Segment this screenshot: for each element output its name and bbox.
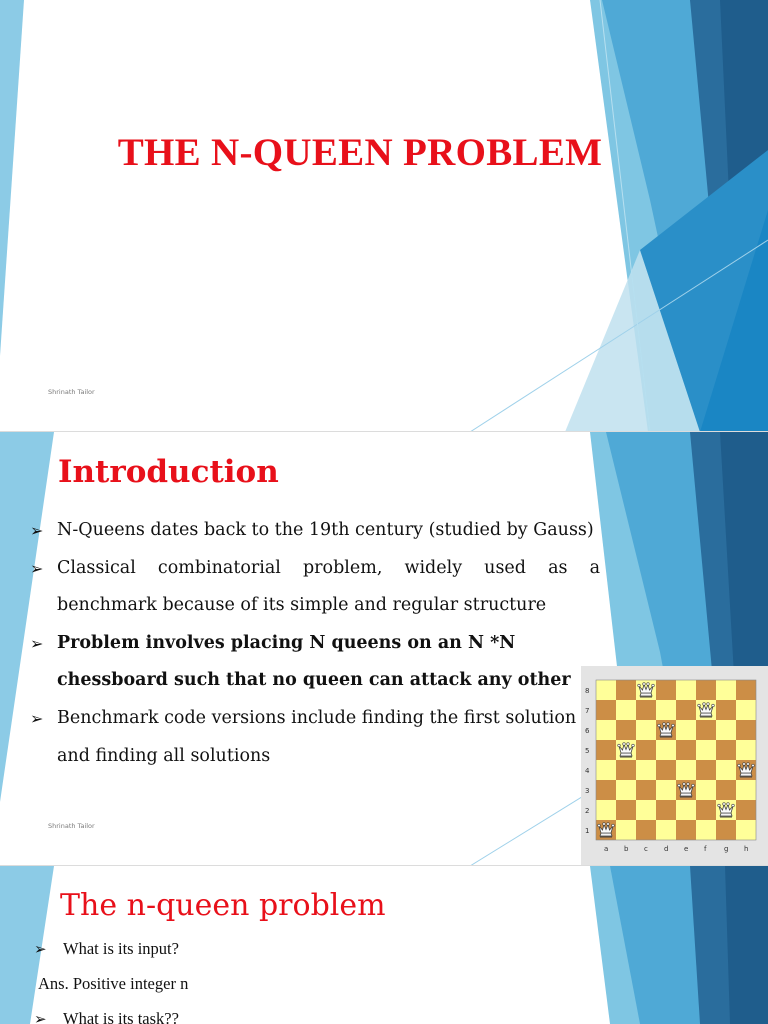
- list-item: ➢ Problem involves placing N queens on an N *N chessboard such that no queen can attack any other: [30, 625, 577, 700]
- board-square: [616, 820, 636, 840]
- list-item: ➢ What is its input?: [34, 936, 574, 971]
- board-square: [616, 760, 636, 780]
- board-square: [596, 680, 616, 700]
- problem-slide: [0, 866, 768, 1024]
- board-square: [676, 700, 696, 720]
- board-square: [656, 680, 676, 700]
- board-square: [616, 800, 636, 820]
- board-square: [716, 720, 736, 740]
- board-square: [736, 800, 756, 820]
- file-label: g: [724, 845, 729, 853]
- rank-label: 8: [585, 687, 590, 695]
- board-square: [736, 740, 756, 760]
- board-square: [616, 720, 636, 740]
- title-slide: [0, 0, 768, 432]
- board-square: [716, 780, 736, 800]
- board-square: [716, 820, 736, 840]
- board-square: [716, 700, 736, 720]
- chessboard: [581, 666, 768, 866]
- board-square: [656, 780, 676, 800]
- rank-label: 4: [585, 767, 590, 775]
- rank-label: 6: [585, 727, 590, 735]
- file-label: f: [704, 845, 707, 853]
- list-item: ➢ What is its task??: [34, 1006, 574, 1024]
- board-square: [736, 780, 756, 800]
- board-square: [656, 740, 676, 760]
- rank-label: 2: [585, 807, 590, 815]
- arrow-bullet-icon: ➢: [30, 708, 44, 728]
- board-square: [676, 720, 696, 740]
- answer-line: Ans. Positive integer n: [38, 974, 189, 993]
- board-square: [616, 780, 636, 800]
- slide1-decoration: [0, 0, 768, 432]
- board-square: [596, 800, 616, 820]
- board-square: [676, 680, 696, 700]
- board-square: [736, 680, 756, 700]
- board-square: [596, 780, 616, 800]
- rank-label: 5: [585, 747, 590, 755]
- arrow-bullet-icon: ➢: [34, 940, 47, 958]
- slide-title: THE N-QUEEN PROBLEM: [117, 131, 603, 174]
- file-label: a: [604, 845, 609, 853]
- list-item: ➢ Benchmark code versions include finding the first solution and finding all solutions: [30, 700, 577, 775]
- board-square: [696, 720, 716, 740]
- board-square: [676, 800, 696, 820]
- slide-heading: Introduction: [58, 454, 279, 490]
- board-square: [656, 700, 676, 720]
- board-square: [736, 820, 756, 840]
- board-square: [736, 720, 756, 740]
- file-label: c: [644, 845, 648, 853]
- board-square: [596, 760, 616, 780]
- board-square: [676, 820, 696, 840]
- rank-label: 3: [585, 787, 590, 795]
- board-square: [656, 820, 676, 840]
- arrow-bullet-icon: ➢: [30, 633, 44, 653]
- slide-heading: The n-queen problem: [60, 888, 386, 923]
- board-square: [636, 760, 656, 780]
- board-square: [636, 700, 656, 720]
- list-item: ➢ N-Queens dates back to the 19th century (studied by Gauss): [30, 512, 600, 550]
- board-square: [636, 720, 656, 740]
- board-square: [696, 820, 716, 840]
- slide-footer: Shrinath Tailor: [48, 388, 95, 396]
- introduction-slide: [0, 432, 768, 866]
- arrow-bullet-icon: ➢: [34, 1010, 47, 1024]
- board-square: [676, 760, 696, 780]
- file-label: b: [624, 845, 629, 853]
- board-square: [736, 700, 756, 720]
- board-square: [696, 740, 716, 760]
- board-square: [696, 780, 716, 800]
- board-square: [656, 760, 676, 780]
- file-label: h: [744, 845, 749, 853]
- file-label: e: [684, 845, 689, 853]
- board-square: [616, 680, 636, 700]
- board-square: [636, 800, 656, 820]
- board-square: [596, 700, 616, 720]
- arrow-bullet-icon: ➢: [30, 558, 44, 578]
- board-square: [696, 760, 716, 780]
- bullet-list: [30, 512, 600, 775]
- board-square: [716, 680, 736, 700]
- board-square: [636, 740, 656, 760]
- file-label: d: [664, 845, 669, 853]
- qa-list: [34, 936, 574, 1024]
- board-square: [636, 820, 656, 840]
- board-square: [656, 800, 676, 820]
- board-square: [596, 720, 616, 740]
- board-square: [716, 740, 736, 760]
- rank-label: 1: [585, 827, 590, 835]
- board-square: [596, 740, 616, 760]
- board-square: [696, 680, 716, 700]
- rank-label: 7: [585, 707, 590, 715]
- board-square: [696, 800, 716, 820]
- board-square: [676, 740, 696, 760]
- slide-footer: Shrinath Tailor: [48, 822, 95, 830]
- arrow-bullet-icon: ➢: [30, 521, 44, 540]
- board-square: [616, 700, 636, 720]
- board-square: [716, 760, 736, 780]
- board-square: [636, 780, 656, 800]
- list-item: ➢ Classical combinatorial problem, widely used as a benchmark because of its simple and regular structure: [30, 550, 600, 625]
- chessboard-image: [581, 666, 768, 866]
